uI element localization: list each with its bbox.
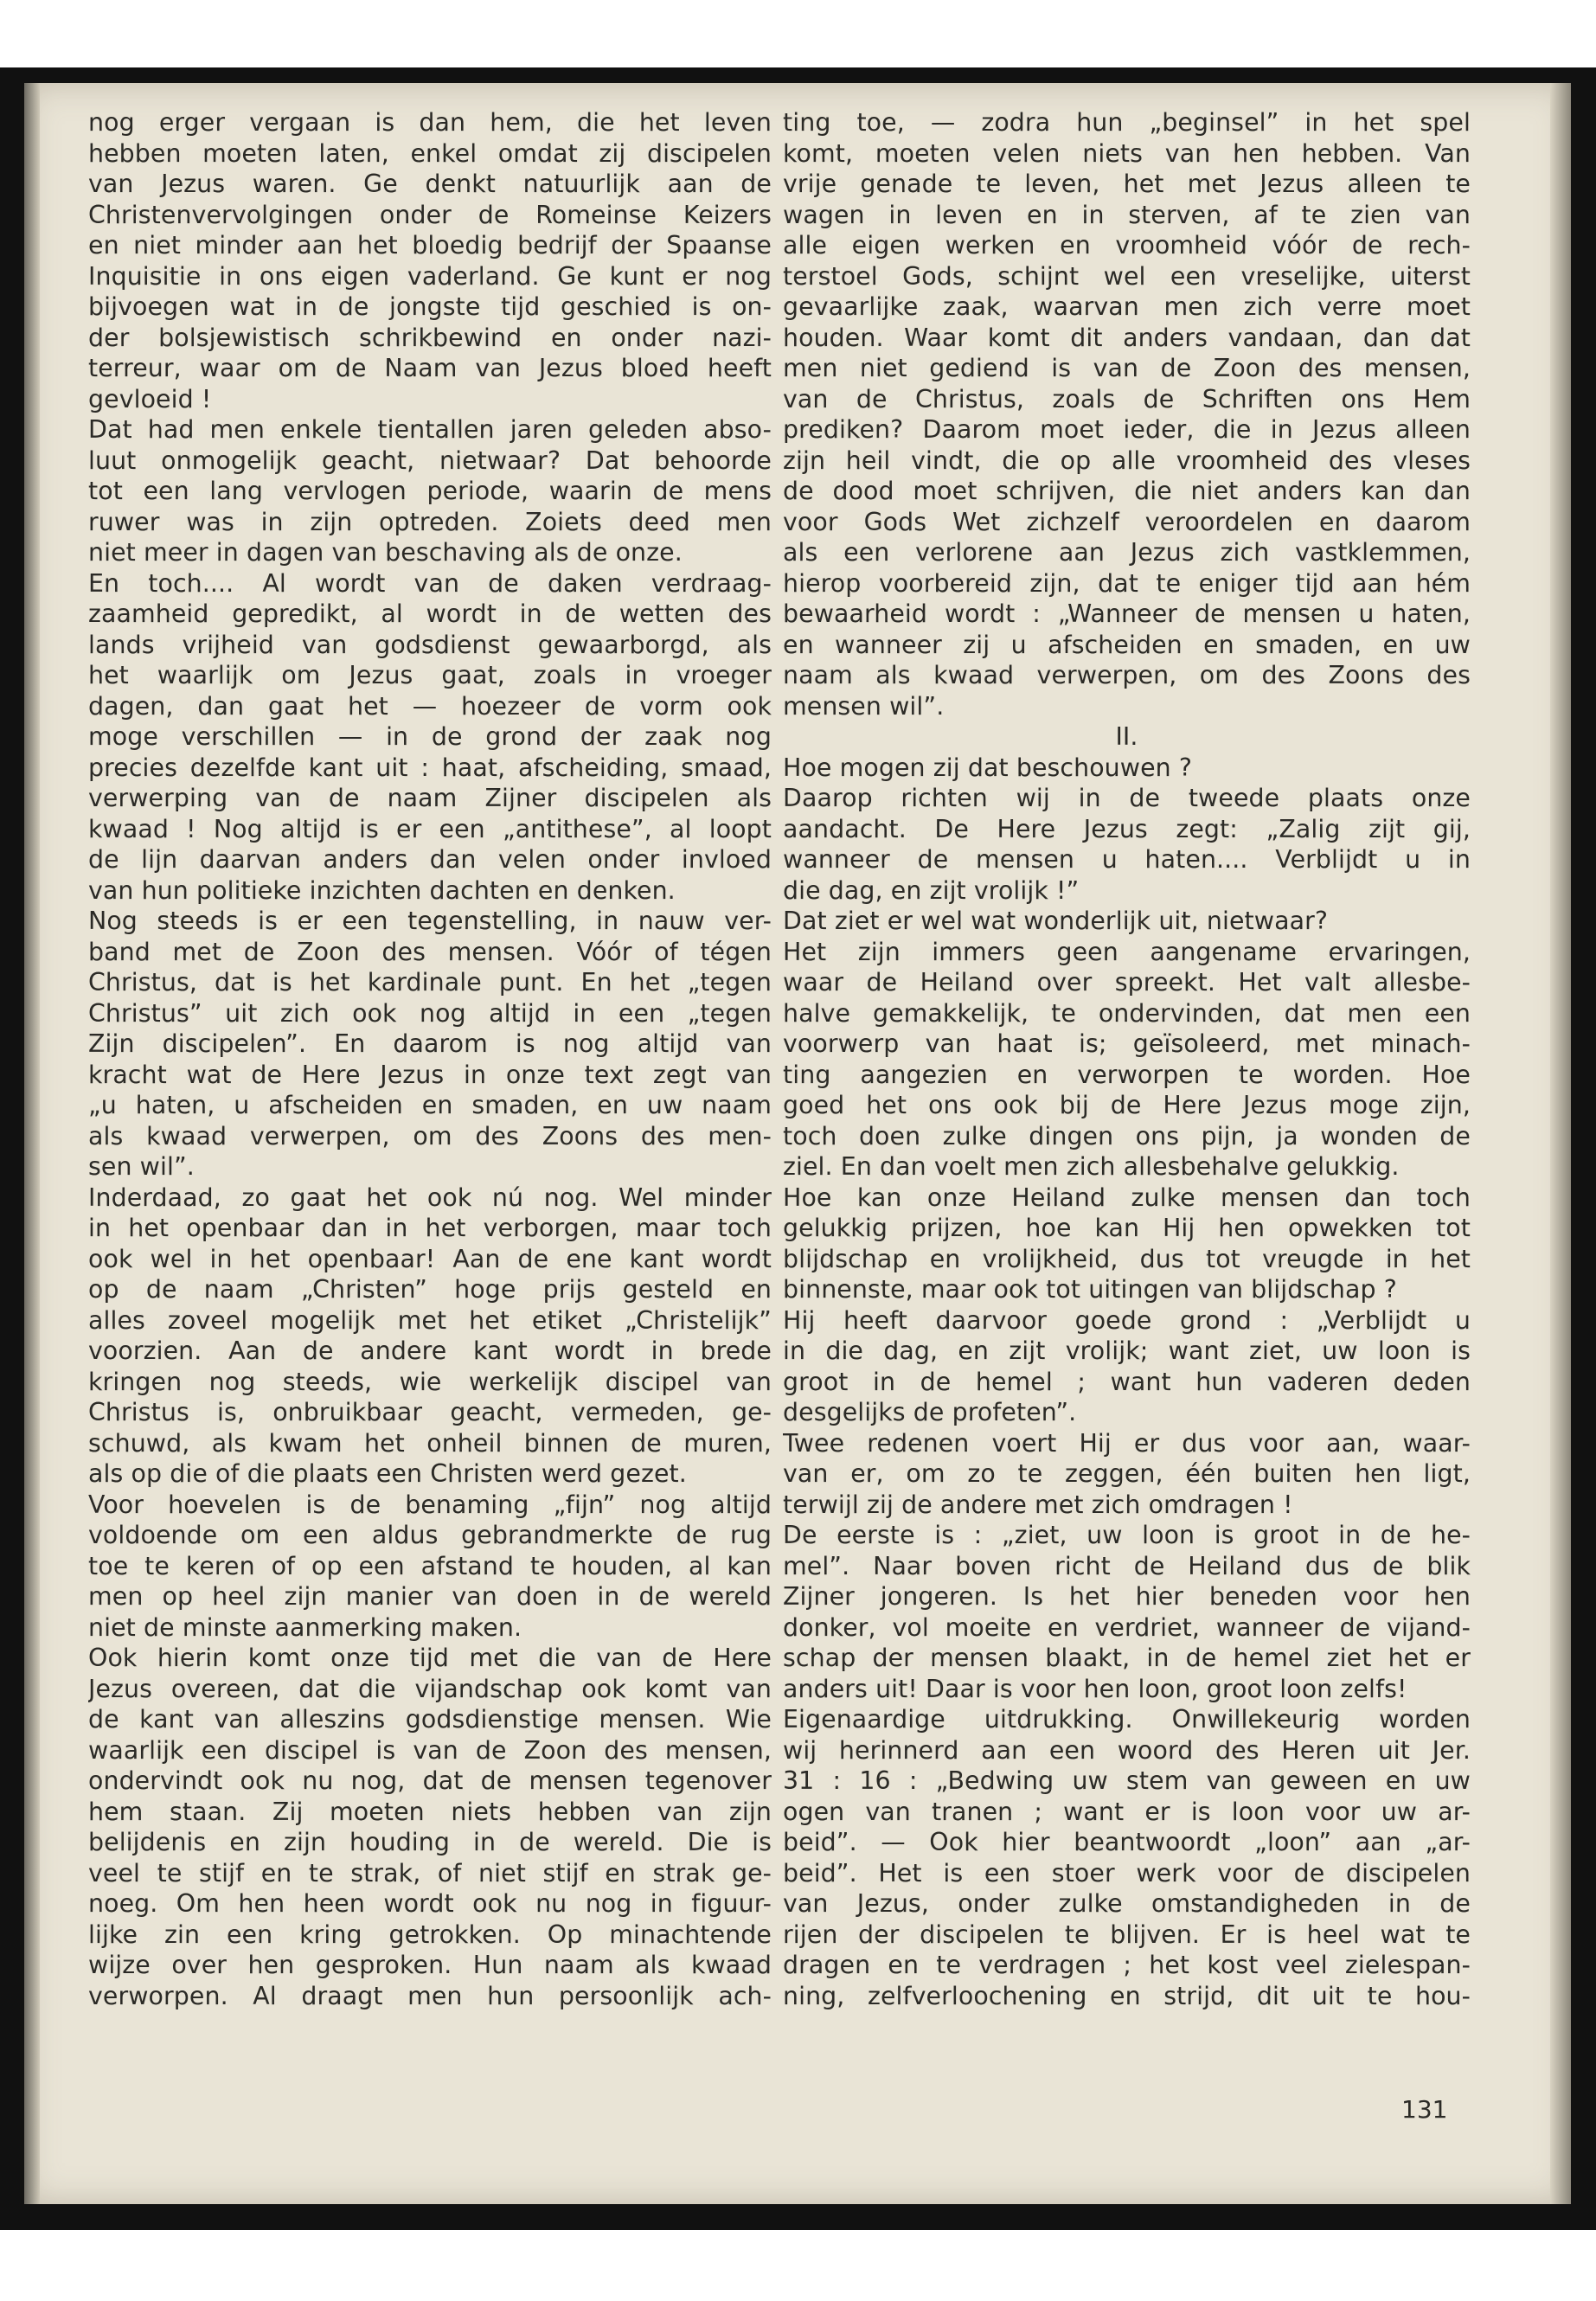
text-line: bijvoegen wat in de jongste tijd geschied is on-: [88, 292, 772, 321]
text-line: van Jezus waren. Ge denkt natuurlijk aan de: [88, 170, 772, 198]
text-line: Twee redenen voert Hij er dus voor aan, waar-: [783, 1428, 1471, 1458]
text-line: als een verlorene aan Jezus zich vastklemmen,: [783, 538, 1471, 567]
text-line: niet de minste aanmerking maken.: [88, 1612, 522, 1642]
text-line: Eigenaardige uitdrukking. Onwillekeurig worden: [783, 1705, 1471, 1734]
text-line: niet meer in dagen van beschaving als de onze.: [88, 538, 683, 567]
text-line: dragen en te verdragen ; het kost veel zielespan-: [783, 1951, 1471, 1979]
text-line: Zijn discipelen”. En daarom is nog altijd van: [88, 1029, 772, 1058]
text-line: van de Christus, zoals de Schriften ons Hem: [783, 384, 1471, 413]
text-line: blijdschap en vrolijkheid, dus tot vreugde in het: [783, 1244, 1471, 1273]
text-line: Ook hierin komt onze tijd met die van de Here: [88, 1644, 772, 1672]
text-line: band met de Zoon des mensen. Vóór of tégen: [88, 937, 772, 966]
text-line: Jezus overeen, dat die vijandschap ook komt van: [88, 1674, 772, 1703]
text-line: terstoel Gods, schijnt wel een vreselijke, uiterst: [783, 261, 1471, 291]
text-line: men niet gediend is van de Zoon des mensen,: [783, 354, 1471, 382]
text-line: belijdenis en zijn houding in de wereld. Die is: [88, 1828, 772, 1856]
text-line: naam als kwaad verwerpen, om des Zoons des: [783, 661, 1471, 689]
text-line: 31 : 16 : „Bedwing uw stem van geween en uw: [783, 1766, 1471, 1795]
text-line: gelukkig prijzen, hoe kan Hij hen opwekken tot: [783, 1214, 1471, 1242]
text-line: kwaad ! Nog altijd is er een „antithese”, al loopt: [88, 814, 772, 843]
text-line: verwerping van de naam Zijner discipelen als: [88, 784, 772, 812]
text-line: dagen, dan gaat het — hoezeer de vorm ook: [88, 691, 772, 721]
text-line: waarlijk een discipel is van de Zoon des mensen,: [88, 1735, 772, 1765]
text-line: luut onmogelijk geacht, nietwaar? Dat behoorde: [88, 445, 772, 475]
text-line: donker, vol moeite en verdriet, wanneer de vijand-: [783, 1612, 1471, 1642]
text-line: aandacht. De Here Jezus zegt: „Zalig zijt gij,: [783, 814, 1471, 843]
text-line: Daarop richten wij in de tweede plaats onze: [783, 784, 1471, 812]
text-line: Dat ziet er wel wat wonderlijk uit, nietwaar?: [783, 907, 1329, 935]
text-line: Christus” uit zich ook nog altijd in een „tegen: [88, 998, 772, 1028]
text-line: ondervindt ook nu nog, dat de mensen tegenover: [88, 1766, 772, 1795]
text-line: alle eigen werken en vroomheid vóór de rech-: [783, 231, 1471, 260]
right-text-column: [783, 107, 1471, 2011]
text-line: II.: [1115, 722, 1138, 751]
text-line: het waarlijk om Jezus gaat, zoals in vroeger: [88, 661, 772, 689]
text-line: komt, moeten velen niets van hen hebben. Van: [783, 138, 1471, 168]
text-line: en wanneer zij u afscheiden en smaden, en uw: [783, 630, 1471, 659]
text-line: verworpen. Al draagt men hun persoonlijk ach-: [88, 1981, 772, 2010]
text-line: ning, zelfverloochening en strijd, dit uit te hou-: [783, 1981, 1471, 2010]
text-line: hebben moeten laten, enkel omdat zij discipelen: [88, 138, 772, 168]
text-line: voorzien. Aan de andere kant wordt in brede: [88, 1336, 772, 1365]
text-line: beid”. — Ook hier beantwoordt „loon” aan „ar-: [783, 1828, 1471, 1856]
text-line: Voor hoevelen is de benaming „fijn” nog altijd: [88, 1490, 772, 1519]
text-line: „u haten, u afscheiden en smaden, en uw naam: [88, 1091, 772, 1119]
text-line: beid”. Het is een stoer werk voor de discipelen: [783, 1858, 1471, 1888]
text-line: van er, om zo te zeggen, één buiten hen ligt,: [783, 1459, 1471, 1488]
text-line: lands vrijheid van godsdienst gewaarborgd, als: [88, 630, 772, 659]
text-line: noeg. Om hen heen wordt ook nu nog in figuur-: [88, 1889, 772, 1918]
text-line: binnenste, maar ook tot uitingen van blijdschap ?: [783, 1275, 1397, 1304]
text-line: Christenvervolgingen onder de Romeinse Keizers: [88, 200, 772, 229]
text-line: in die dag, en zijt vrolijk; want ziet, uw loon is: [783, 1336, 1471, 1365]
text-line: Nog steeds is er een tegenstelling, in nauw ver-: [88, 907, 772, 935]
text-line: anders uit! Daar is voor hen loon, groot loon zelfs!: [783, 1674, 1407, 1703]
text-line: groot in de hemel ; want hun vaderen deden: [783, 1367, 1471, 1396]
text-line: Christus, dat is het kardinale punt. En het „tegen: [88, 968, 772, 997]
text-line: ziel. En dan voelt men zich allesbehalve gelukkig.: [783, 1152, 1400, 1181]
text-line: terreur, waar om de Naam van Jezus bloed heeft: [88, 354, 772, 382]
text-line: schuwd, als kwam het onheil binnen de muren,: [88, 1428, 772, 1458]
text-line: goed het ons ook bij de Here Jezus moge zijn,: [783, 1091, 1471, 1119]
text-line: op de naam „Christen” hoge prijs gesteld en: [88, 1275, 772, 1304]
text-line: De eerste is : „ziet, uw loon is groot in de he-: [783, 1521, 1471, 1549]
text-line: Dat had men enkele tientallen jaren geleden abso-: [88, 415, 772, 444]
text-line: men op heel zijn manier van doen in de wereld: [88, 1582, 772, 1611]
text-line: toch doen zulke dingen ons pijn, ja wonden de: [783, 1121, 1471, 1150]
text-line: sen wil”.: [88, 1152, 195, 1181]
text-line: Hij heeft daarvoor goede grond : „Verblijdt u: [783, 1305, 1471, 1335]
text-line: prediken? Daarom moet ieder, die in Jezus alleen: [783, 415, 1471, 444]
text-line: mel”. Naar boven richt de Heiland dus de blik: [783, 1551, 1471, 1580]
text-line: alles zoveel mogelijk met het etiket „Christelijk”: [88, 1305, 772, 1335]
text-line: in het openbaar dan in het verborgen, maar toch: [88, 1214, 772, 1242]
text-line: Zijner jongeren. Is het hier beneden voor hen: [783, 1582, 1471, 1611]
page-number: 131: [1401, 2095, 1448, 2124]
text-line: kracht wat de Here Jezus in onze text zegt van: [88, 1060, 772, 1089]
text-line: halve gemakkelijk, te ondervinden, dat men een: [783, 998, 1471, 1028]
text-line: terwijl zij de andere met zich omdragen !: [783, 1490, 1293, 1519]
text-line: ogen van tranen ; want er is loon voor uw ar-: [783, 1797, 1471, 1826]
text-line: hierop voorbereid zijn, dat te eniger tijd aan hém: [783, 568, 1471, 598]
text-line: schap der mensen blaakt, in de hemel ziet het er: [783, 1644, 1471, 1672]
text-line: voldoende om een aldus gebrandmerkte de rug: [88, 1521, 772, 1549]
text-line: En toch.... Al wordt van de daken verdraag-: [88, 568, 772, 598]
text-line: die dag, en zijt vrolijk !”: [783, 875, 1080, 905]
text-line: bewaarheid wordt : „Wanneer de mensen u haten,: [783, 599, 1471, 628]
text-line: en niet minder aan het bloedig bedrijf der Spaanse: [88, 231, 772, 260]
text-line: gevaarlijke zaak, waarvan men zich verre moet: [783, 292, 1471, 321]
text-line: veel te stijf en te strak, of niet stijf en strak ge-: [88, 1858, 772, 1888]
text-line: ruwer was in zijn optreden. Zoiets deed men: [88, 507, 772, 536]
text-line: Christus is, onbruikbaar geacht, vermeden, ge-: [88, 1398, 772, 1426]
text-line: de kant van alleszins godsdienstige mensen. Wie: [88, 1705, 772, 1734]
text-line: ting toe, — zodra hun „beginsel” in het spel: [783, 108, 1471, 137]
text-line: als kwaad verwerpen, om des Zoons des men-: [88, 1121, 772, 1150]
text-line: rijen der discipelen te blijven. Er is heel wat te: [783, 1920, 1471, 1949]
text-line: van Jezus, onder zulke omstandigheden in de: [783, 1889, 1471, 1918]
text-line: van hun politieke inzichten dachten en denken.: [88, 875, 676, 905]
text-line: wij herinnerd aan een woord des Heren uit Jer.: [783, 1735, 1471, 1765]
text-line: Hoe mogen zij dat beschouwen ?: [783, 753, 1193, 782]
text-line: kringen nog steeds, wie werkelijk discipel van: [88, 1367, 772, 1396]
text-line: als op die of die plaats een Christen werd gezet.: [88, 1459, 687, 1488]
text-line: der bolsjewistisch schrikbewind en onder nazi-: [88, 323, 772, 352]
text-line: Inderdaad, zo gaat het ook nú nog. Wel minder: [88, 1183, 772, 1212]
text-line: ook wel in het openbaar! Aan de ene kant wordt: [88, 1244, 772, 1273]
text-line: de dood moet schrijven, die niet anders kan dan: [783, 477, 1471, 505]
text-line: Hoe kan onze Heiland zulke mensen dan toch: [783, 1183, 1471, 1212]
text-line: ting aangezien en verworpen te worden. Hoe: [783, 1060, 1471, 1089]
text-line: voor Gods Wet zichzelf veroordelen en daarom: [783, 507, 1471, 536]
text-line: tot een lang vervlogen periode, waarin de mens: [88, 477, 772, 505]
text-line: zijn heil vindt, die op alle vroomheid des vleses: [783, 445, 1471, 475]
text-line: precies dezelfde kant uit : haat, afscheiding, smaad,: [88, 753, 772, 782]
text-line: gevloeid !: [88, 384, 212, 413]
text-line: Inquisitie in ons eigen vaderland. Ge kunt er nog: [88, 261, 772, 291]
left-text-column: [88, 107, 772, 2011]
text-line: houden. Waar komt dit anders vandaan, dan dat: [783, 323, 1471, 352]
text-line: moge verschillen — in de grond der zaak nog: [88, 722, 772, 751]
text-line: wagen in leven en in sterven, af te zien van: [783, 200, 1471, 229]
text-line: hem staan. Zij moeten niets hebben van zijn: [88, 1797, 772, 1826]
text-line: de lijn daarvan anders dan velen onder invloed: [88, 845, 772, 874]
text-line: zaamheid gepredikt, al wordt in de wetten des: [88, 599, 772, 628]
text-line: voorwerp van haat is; geïsoleerd, met minach-: [783, 1029, 1471, 1058]
text-line: mensen wil”.: [783, 691, 945, 721]
text-line: wijze over hen gesproken. Hun naam als kwaad: [88, 1951, 772, 1979]
text-line: lijke zin een kring getrokken. Op minachtende: [88, 1920, 772, 1949]
page-edge: [1550, 83, 1571, 2204]
text-line: toe te keren of op een afstand te houden, al kan: [88, 1551, 772, 1580]
text-line: nog erger vergaan is dan hem, die het leven: [88, 108, 772, 137]
text-line: vrije genade te leven, het met Jezus alleen te: [783, 170, 1471, 198]
text-line: waar de Heiland over spreekt. Het valt allesbe-: [783, 968, 1471, 997]
page-binding-shadow: [24, 83, 40, 2204]
text-line: Het zijn immers geen aangename ervaringen,: [783, 937, 1471, 966]
text-line: desgelijks de profeten”.: [783, 1398, 1077, 1426]
text-line: wanneer de mensen u haten.... Verblijdt u in: [783, 845, 1471, 874]
